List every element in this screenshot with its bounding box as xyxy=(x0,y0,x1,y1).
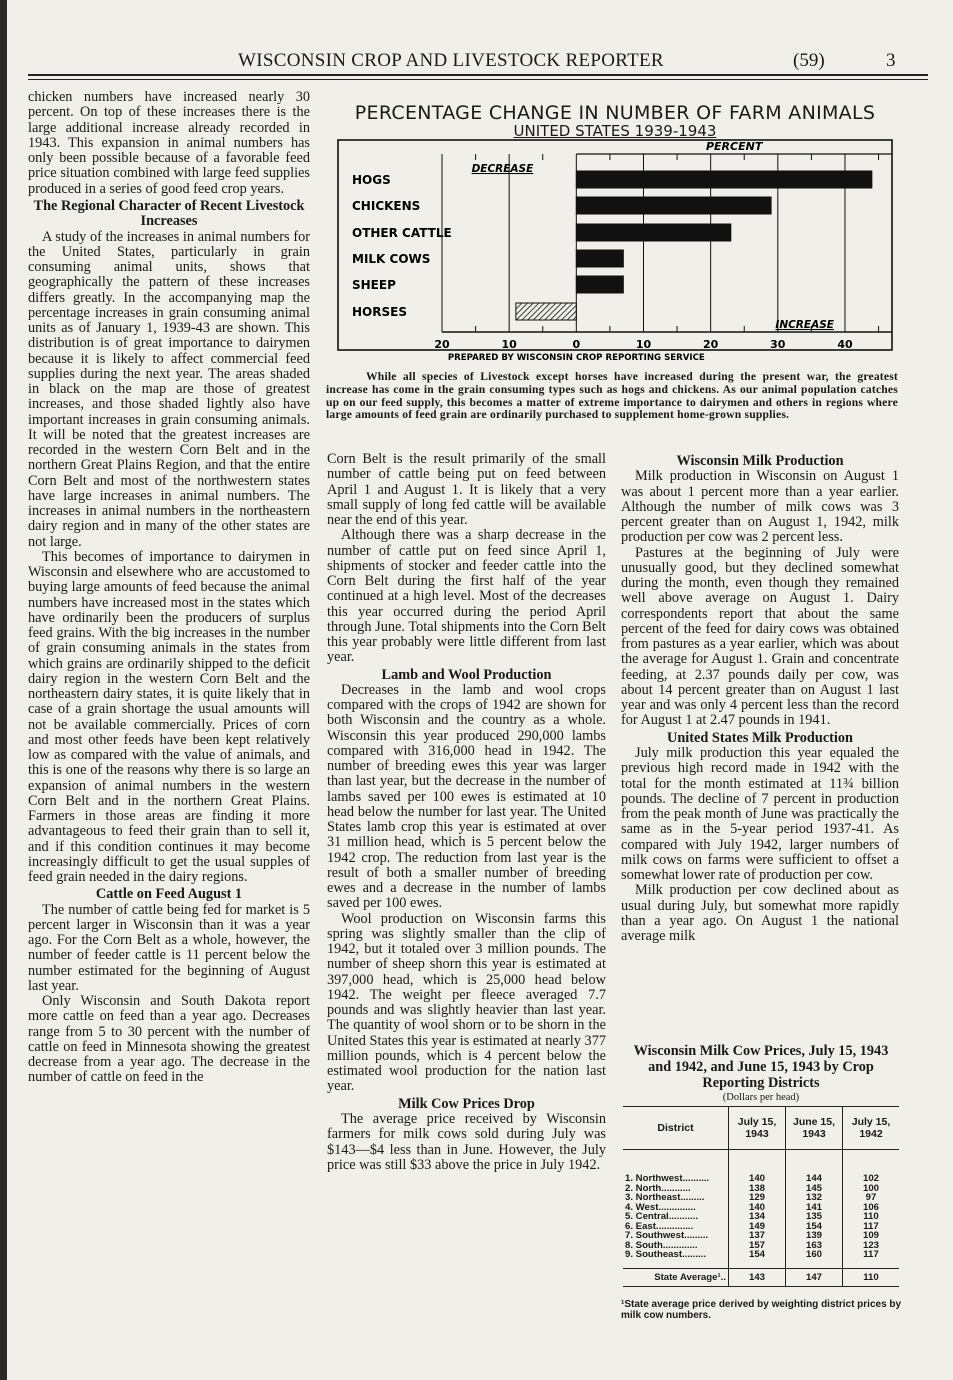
decrease-label: DECREASE xyxy=(471,163,534,175)
section-heading: United States Milk Production xyxy=(667,729,853,746)
price-cell: 140 xyxy=(729,1203,786,1213)
price-cell: 140 xyxy=(729,1174,786,1184)
total-label: State Average¹.. xyxy=(654,1271,726,1283)
page-header xyxy=(28,50,928,74)
section-heading: Milk Cow Prices Drop xyxy=(398,1095,535,1112)
paragraph: Milk production per cow declined about as usual during July, but somewhat more rapidly than a year ago. On August 1 the national average milk xyxy=(621,882,899,945)
axis-label: PERCENT xyxy=(705,140,763,153)
price-table xyxy=(623,1106,899,1287)
paragraph: Although there was a sharp decrease in the number of cattle put on feed since April 1, shipments of stocker and feeder cattle into the Corn Belt during the first half of the year continued at a high level. Most of the decreases this year occurred during the period April through June. Total shipments into the Corn Belt this year probably were little different from last year. xyxy=(327,527,606,666)
chart-figure xyxy=(330,102,900,367)
price-cell: 117 xyxy=(843,1222,900,1232)
bar xyxy=(576,224,730,241)
section-heading: The Regional Character of Recent Livestock Increases xyxy=(33,197,305,230)
price-cell: 123 xyxy=(843,1241,900,1251)
chart-credit: PREPARED BY WISCONSIN CROP REPORTING SERVICE xyxy=(447,353,705,363)
tick-label: 10 xyxy=(501,338,517,351)
district-cell: 7. Southwest......... xyxy=(625,1231,709,1241)
column-3 xyxy=(621,452,899,944)
tick-label: 20 xyxy=(703,338,719,351)
district-cell: 3. Northeast......... xyxy=(625,1193,705,1203)
section-heading: Wisconsin Milk Production xyxy=(676,453,844,469)
category-label: SHEEP xyxy=(352,278,396,292)
category-label: CHICKENS xyxy=(352,199,421,213)
price-cell: 135 xyxy=(786,1212,843,1222)
bar xyxy=(576,171,872,188)
header-rule xyxy=(28,74,928,80)
table-total-row xyxy=(623,1268,899,1286)
column-header: July 15, 1943 xyxy=(729,1107,786,1150)
price-cell: 149 xyxy=(729,1222,786,1232)
price-cell: 100 xyxy=(843,1184,900,1194)
district-cell: 1. Northwest.......... xyxy=(625,1174,710,1184)
spacer-row xyxy=(623,1260,899,1269)
price-cell: 102 xyxy=(843,1174,900,1184)
paragraph: The number of cattle being fed for market is 5 percent larger in Wisconsin than it was a year ago. For the Corn Belt as a whole, however, the number of feeder cattle is 11 percent below the number estimated for the beginning of August last year. xyxy=(28,901,310,994)
price-cell: 145 xyxy=(786,1184,843,1194)
paragraph: Corn Belt is the result primarily of the small number of cattle being put on feed between April 1 and August 1. It is likely that a very small supply of long fed cattle will be available near the end of this year. xyxy=(327,451,606,528)
bar-chart xyxy=(330,138,900,363)
price-cell: 154 xyxy=(729,1250,786,1260)
paragraph: Only Wisconsin and South Dakota report more cattle on feed than a year ago. Decreases range from 5 to 30 percent with the number of cattle on feed in Minnesota showing the greatest decrease from a year ago. The decrease in the number of cattle on feed in the xyxy=(28,993,310,1086)
district-cell: 4. West.............. xyxy=(625,1202,696,1212)
issue-number: (59) xyxy=(793,50,825,71)
price-cell: 132 xyxy=(786,1193,843,1203)
price-table-title: Wisconsin Milk Cow Prices, July 15, 1943 and 1942, and June 15, 1943 by Crop Reporting Districts xyxy=(633,1043,889,1091)
table-row xyxy=(623,1250,899,1260)
district-cell: 5. Central........... xyxy=(625,1212,699,1222)
paragraph: The average price received by Wisconsin farmers for milk cows sold during July was $143—$4 less than in June. However, the July price was still $33 above the price in July 1942. xyxy=(327,1111,606,1173)
category-label: HOGS xyxy=(352,173,391,187)
paragraph: This becomes of importance to dairymen in Wisconsin and elsewhere who are accustomed to buying large amounts of feed because the animal numbers have increased most in the states which have ordinarily been the producers of surplus feed grains. With the big increases in the number of grain consuming animals in the states from which grains are ordinarily shipped to the deficit dairy region in the western Corn Belt and the northeastern dairy states, it is quite likely that in case of a grain shortage the usual amounts will not be available commercially. Prices of corn and most other feeds have been kept relatively low as compared with the value of animals, and this is one of the reasons why there is so large an expansion of animal numbers in the western Corn Belt and in the northern Great Plains. Farmers in those areas are finding it more advantageous to feed their grain than to sell it, and if this condition continues it may become increasingly difficult to get the usual supples of feed grain needed in the dairy regions. xyxy=(28,548,310,886)
column-1 xyxy=(28,90,310,1086)
chart-title: PERCENTAGE CHANGE IN NUMBER OF FARM ANIMALS xyxy=(354,102,876,124)
price-cell: 97 xyxy=(843,1193,900,1203)
section-heading: Lamb and Wool Production xyxy=(381,666,552,683)
section-heading: Cattle on Feed August 1 xyxy=(95,886,243,903)
price-cell: 160 xyxy=(786,1250,843,1260)
price-cell: 109 xyxy=(843,1231,900,1241)
bar xyxy=(516,303,576,320)
price-cell: 141 xyxy=(786,1203,843,1213)
district-cell: 2. North........... xyxy=(625,1183,691,1193)
total-cell: 110 xyxy=(843,1268,900,1286)
price-cell: 106 xyxy=(843,1203,900,1213)
price-cell: 157 xyxy=(729,1241,786,1251)
tick-label: 20 xyxy=(434,338,450,351)
chart-caption xyxy=(326,371,898,422)
paragraph: Wool production on Wisconsin farms this spring was slightly smaller than the clip of 1942, but it totaled over 3 million pounds. The number of sheep shorn this year is estimated at 397,000 head, which is 25,000 head below 1942. The weight per fleece averaged 7.7 pounds and was slightly heavier than last year. The quantity of wool shorn or to be shorn in the United States this year is estimated at nearly 377 million pounds, which is 4 percent below the estimated wool production for the nation last year. xyxy=(327,910,606,1095)
caption-text: While all species of Livestock except horses have increased during the present war, the greatest increase has come in the grain consuming types such as hogs and chickens. As our animal population catches up on our feed supply, this becomes a matter of extreme importance to dairymen and others in regions where large amounts of feed grain are ordinarily purchased to supplement home-grown supplies. xyxy=(326,370,898,422)
page-edge-shadow xyxy=(0,0,7,1380)
paragraph: A study of the increases in animal numbers for the United States, particularly in grain consuming animal units, shows that geographically the pattern of these increases differs greatly. In the accompanying map the percentage increases in grain consuming animal units as of January 1, 1939-43 are shown. This distribution is of great importance to dairymen because it is likely to affect commercial feed supplies during the next year. The areas shaded in black on the map are those of greatest increases, and those shaded lightly also have important increases in grain consuming animals. It will be noted that the greatest increases are recorded in the western Corn Belt and in the northern Great Plains Region, and that the entire Corn Belt and most of the northwestern states have large increases in animal numbers. The increases in animal numbers in the northeastern dairy region and in many of the other states are not large. xyxy=(28,228,310,550)
chart-subtitle: UNITED STATES 1939-1943 xyxy=(513,122,717,140)
paragraph: chicken numbers have increased nearly 30 percent. On top of these increases there is the large additional increase already recorded in 1943. This expansion in animal numbers has only been possible because of a favorable feed price situation combined with large feed supplies produced in a series of good feed crop years. xyxy=(28,89,310,197)
price-cell: 129 xyxy=(729,1193,786,1203)
tick-label: 0 xyxy=(572,338,581,351)
tick-label: 10 xyxy=(635,338,652,351)
total-cell: 143 xyxy=(729,1268,786,1286)
price-cell: 138 xyxy=(729,1184,786,1194)
category-label: MILK COWS xyxy=(352,252,431,266)
district-cell: 8. South............. xyxy=(625,1240,698,1250)
price-cell: 137 xyxy=(729,1231,786,1241)
district-cell: 6. East.............. xyxy=(625,1221,694,1231)
spacer-row xyxy=(623,1150,899,1175)
total-cell: 147 xyxy=(786,1268,843,1286)
bar xyxy=(576,250,623,267)
price-table-wrap xyxy=(623,1106,899,1287)
price-table-subtitle: (Dollars per head) xyxy=(722,1092,800,1103)
tick-label: 30 xyxy=(770,338,786,351)
bar xyxy=(576,197,771,214)
district-cell: 9. Southeast......... xyxy=(625,1250,707,1260)
price-cell: 154 xyxy=(786,1222,843,1232)
category-label: HORSES xyxy=(352,305,407,319)
price-cell: 134 xyxy=(729,1212,786,1222)
column-header: District xyxy=(657,1122,694,1134)
price-cell: 144 xyxy=(786,1174,843,1184)
paragraph: July milk production this year equaled the previous high record made in 1942 with the total for the month estimated at 11¾ billion pounds. The decline of 7 percent in production from the peak month of June was practically the same as in the 5-year period 1937-41. As compared with July 1942, larger numbers of milk cows on farms were sufficient to offset a somewhat lower rate of production per cow. xyxy=(621,745,899,884)
paragraph: Decreases in the lamb and wool crops compared with the crops of 1942 are shown for both Wisconsin and the country as a whole. Wisconsin this year produced 290,000 lambs compared with 316,000 head in 1942. The number of breeding ewes this year was larger than last year, but the decrease in the number of lambs saved per 100 ewes is estimated at 10 head below the number for last year. The United States lamb crop this year is estimated at over 31 million head, which is 5 percent below the 1942 crop. The reduction from last year is the result of both a smaller number of breeding ewes and a decrease in the number of lambs saved per 100 ewes. xyxy=(327,681,606,912)
price-cell: 163 xyxy=(786,1241,843,1251)
price-table-footnote: ¹State average price derived by weighting district prices by milk cow numbers. xyxy=(621,1299,902,1321)
price-cell: 139 xyxy=(786,1231,843,1241)
paragraph: Milk production in Wisconsin on August 1 was about 1 percent more than a year earlier. Although the number of milk cows was 3 percent greater than on August 1, 1942, milk production per cow was 2 percent less. xyxy=(621,468,899,546)
price-cell: 110 xyxy=(843,1212,900,1222)
increase-label: INCREASE xyxy=(775,319,834,331)
price-cell: 117 xyxy=(843,1250,900,1260)
column-header: July 15, 1942 xyxy=(843,1107,900,1150)
paragraph: Pastures at the beginning of July were unusually good, but they declined somewhat during the month, even though they remained well above average on August 1. Dairy correspondents report that about the same percent of the feed for dairy cows was obtained from pastures as a year earlier, which was about the average for August 1. Grain and concentrate feeding, at 2.37 pounds daily per cow, was about 14 percent greater than on August 1 last year and was only 4 percent less than the record for August 1 at 2.47 pounds in 1941. xyxy=(621,544,899,729)
tick-label: 40 xyxy=(837,338,853,351)
category-label: OTHER CATTLE xyxy=(352,226,452,240)
column-header: June 15, 1943 xyxy=(786,1107,843,1150)
table-header-row xyxy=(623,1107,899,1150)
page-number: 3 xyxy=(886,50,896,71)
bar xyxy=(576,276,623,293)
column-2 xyxy=(327,452,606,1173)
publication-title: WISCONSIN CROP AND LIVESTOCK REPORTER xyxy=(238,50,664,71)
